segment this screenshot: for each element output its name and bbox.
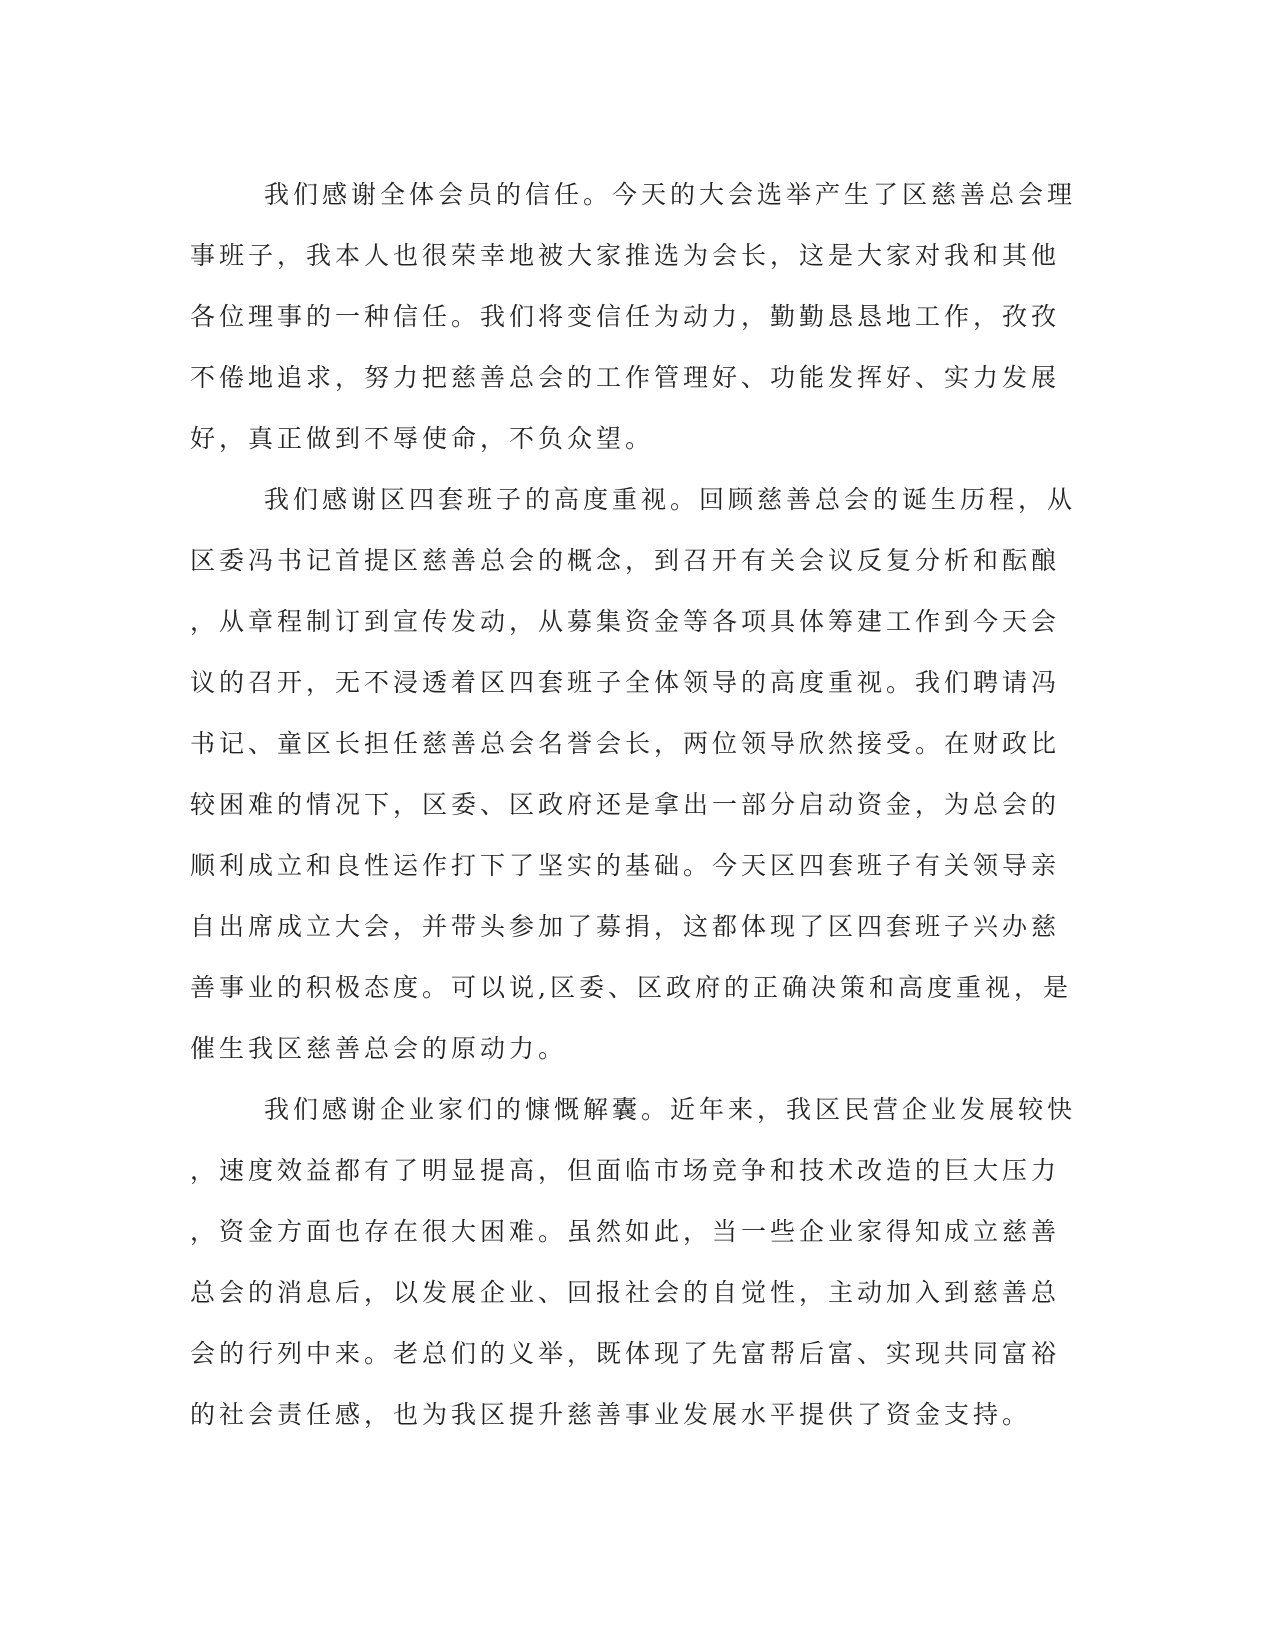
text-line: 书记、童区长担任慈善总会名誉会长，两位领导欣然接受。在财政比 <box>190 729 1061 758</box>
text-line: ，资金方面也存在很大困难。虽然如此，当一些企业家得知成立慈善 <box>190 1217 1061 1246</box>
text-line: 自出席成立大会，并带头参加了募捐，这都体现了区四套班子兴办慈 <box>190 912 1061 941</box>
text-line: 善事业的积极态度。可以说,区委、区政府的正确决策和高度重视，是 <box>190 973 1072 1002</box>
text-line: 较困难的情况下，区委、区政府还是拿出一部分启动资金，为总会的 <box>190 790 1061 819</box>
text-line: 好，真正做到不辱使命，不负众望。 <box>190 424 655 453</box>
text-line: 我们感谢全体会员的信任。今天的大会选举产生了区慈善总会理 <box>264 180 1077 209</box>
document-body <box>190 164 1090 1445</box>
text-line: 各位理事的一种信任。我们将变信任为动力，勤勤恳恳地工作，孜孜 <box>190 302 1061 331</box>
text-line: 总会的消息后，以发展企业、回报社会的自觉性，主动加入到慈善总 <box>190 1278 1061 1307</box>
paragraph-leadership-support <box>190 469 1090 1079</box>
text-line: 我们感谢区四套班子的高度重视。回顾慈善总会的诞生历程，从 <box>264 485 1077 514</box>
text-line: 议的召开，无不浸透着区四套班子全体领导的高度重视。我们聘请冯 <box>190 668 1061 697</box>
text-line: 事班子，我本人也很荣幸地被大家推选为会长，这是大家对我和其他 <box>190 241 1061 270</box>
paragraph-entrepreneurs-donation <box>190 1079 1090 1445</box>
text-line: 会的行列中来。老总们的义举，既体现了先富帮后富、实现共同富裕 <box>190 1339 1061 1368</box>
text-line: 顺利成立和良性运作打下了坚实的基础。今天区四套班子有关领导亲 <box>190 851 1061 880</box>
text-line: 不倦地追求，努力把慈善总会的工作管理好、功能发挥好、实力发展 <box>190 363 1061 392</box>
text-line: 催生我区慈善总会的原动力。 <box>190 1034 568 1063</box>
text-line: 的社会责任感，也为我区提升慈善事业发展水平提供了资金支持。 <box>190 1400 1032 1429</box>
paragraph-members-trust <box>190 164 1090 469</box>
text-line: ，速度效益都有了明显提高，但面临市场竞争和技术改造的巨大压力 <box>190 1156 1061 1185</box>
text-line: ，从章程制订到宣传发动，从募集资金等各项具体筹建工作到今天会 <box>190 607 1061 636</box>
text-line: 区委冯书记首提区慈善总会的概念，到召开有关会议反复分析和酝酿 <box>190 546 1061 575</box>
text-line: 我们感谢企业家们的慷慨解囊。近年来，我区民营企业发展较快 <box>264 1095 1077 1124</box>
